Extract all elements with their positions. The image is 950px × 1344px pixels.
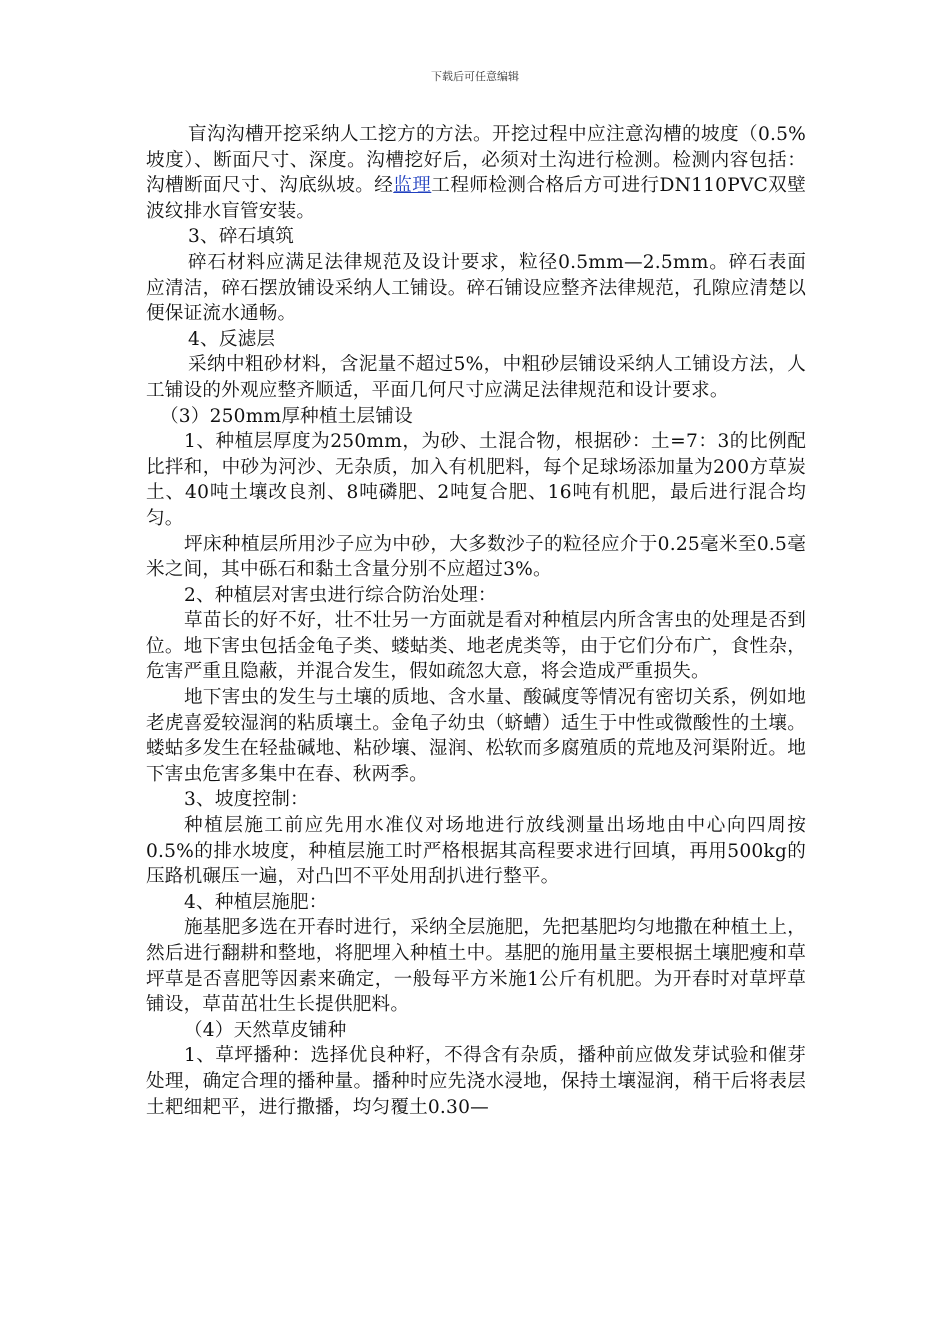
heading-pest-control: 2、种植层对害虫进行综合防治处理：	[184, 584, 497, 606]
header-note: 下载后可任意编辑	[431, 70, 519, 83]
paragraph-sand-requirements: 坪床种植层所用沙子应为中砂，大多数沙子的粒径应介于0.25毫米至0.5毫米之间，其中砾石和黏土含量分别不应超过3%。	[146, 533, 806, 581]
paragraph-text: 盲沟沟槽开挖采纳人工挖方的方法。开挖过程中应注意沟槽的坡度（0.5%坡度）、断面尺寸、深度。沟槽挖好后，必须对土沟进行检测。检测内容包括：沟槽断面尺寸、沟底纵坡。经	[146, 124, 806, 197]
document-body	[146, 122, 806, 1120]
heading-filter-layer: 4、反滤层	[188, 328, 276, 350]
paragraph-text: 工程师检测合格后方可进行DN110PVC双壁波纹排水盲管安装。	[146, 175, 806, 222]
section-heading-natural-turf: （4）天然草皮铺种	[184, 1019, 347, 1041]
heading-slope-control: 3、坡度控制：	[184, 789, 309, 811]
paragraph-slope-control: 种植层施工前应先用水准仪对场地进行放线测量出场地由中心向四周按0.5%的排水坡度，种植层施工时严格根据其高程要求进行回填，再用500kg的压路机碾压一遍，对凸凹不平处用刮扒进行整平。	[146, 815, 806, 888]
paragraph-fertilization: 施基肥多选在开春时进行，采纳全层施肥，先把基肥均匀地撒在种植土上，然后进行翻耕和整地，将肥埋入种植土中。基肥的施用量主要根据土壤肥瘦和草坪草是否喜肥等因素来确定，一般每平方米施1公斤有机肥。为开春时对草坪草铺设，草苗茁壮生长提供肥料。	[146, 917, 806, 1016]
heading-fertilization: 4、种植层施肥：	[184, 891, 328, 913]
paragraph-pest-treatment: 草苗长的好不好，壮不壮另一方面就是看对种植层内所含害虫的处理是否到位。地下害虫包括金龟子类、蝼蛄类、地老虎类等，由于它们分布广，食性杂，危害严重且隐蔽，并混合发生，假如疏忽大意，将会造成严重损失。	[146, 610, 806, 683]
paragraph-filter-layer: 采纳中粗砂材料，含泥量不超过5%，中粗砂层铺设采纳人工铺设方法，人工铺设的外观应整齐顺适，平面几何尺寸应满足法律规范和设计要求。	[146, 354, 806, 401]
paragraph-gravel: 碎石材料应满足法律规范及设计要求，粒径0.5mm—2.5mm。碎石表面应清洁，碎石摆放铺设采纳人工铺设。碎石铺设应整齐法律规范，孔隙应清楚以便保证流水通畅。	[146, 251, 806, 325]
paragraph-trench-excavation	[146, 122, 806, 224]
paragraph-planting-layer-thickness: 1、种植层厚度为250mm，为砂、土混合物，根据砂：土=7：3的比例配比拌和，中砂为河沙、无杂质，加入有机肥料，每个足球场添加量为200方草炭土、40吨土壤改良剂、8吨磷肥、2吨复合肥、16吨有机肥，最后进行混合均匀。	[146, 431, 806, 529]
supervision-link[interactable]: 监理	[393, 175, 432, 197]
paragraph-pest-occurrence: 地下害虫的发生与土壤的质地、含水量、酸碱度等情况有密切关系，例如地老虎喜爱较湿润的粘质壤土。金龟子幼虫（蛴螬）适生于中性或微酸性的土壤。蝼蛄多发生在轻盐碱地、粘砂壤、湿润、松软而多腐殖质的荒地及河渠附近。地下害虫危害多集中在春、秋两季。	[146, 687, 806, 785]
section-heading-planting-soil: （3）250mm厚种植土层铺设	[160, 405, 413, 427]
paragraph-lawn-seeding: 1、草坪播种：选择优良种籽，不得含有杂质，播种前应做发芽试验和催芽处理，确定合理的播种量。播种时应先浇水浸地，保持土壤湿润，稍干后将表层土耙细耙平，进行撒播，均匀覆土0.30—	[146, 1045, 806, 1118]
heading-gravel-filling: 3、碎石填筑	[188, 226, 294, 248]
